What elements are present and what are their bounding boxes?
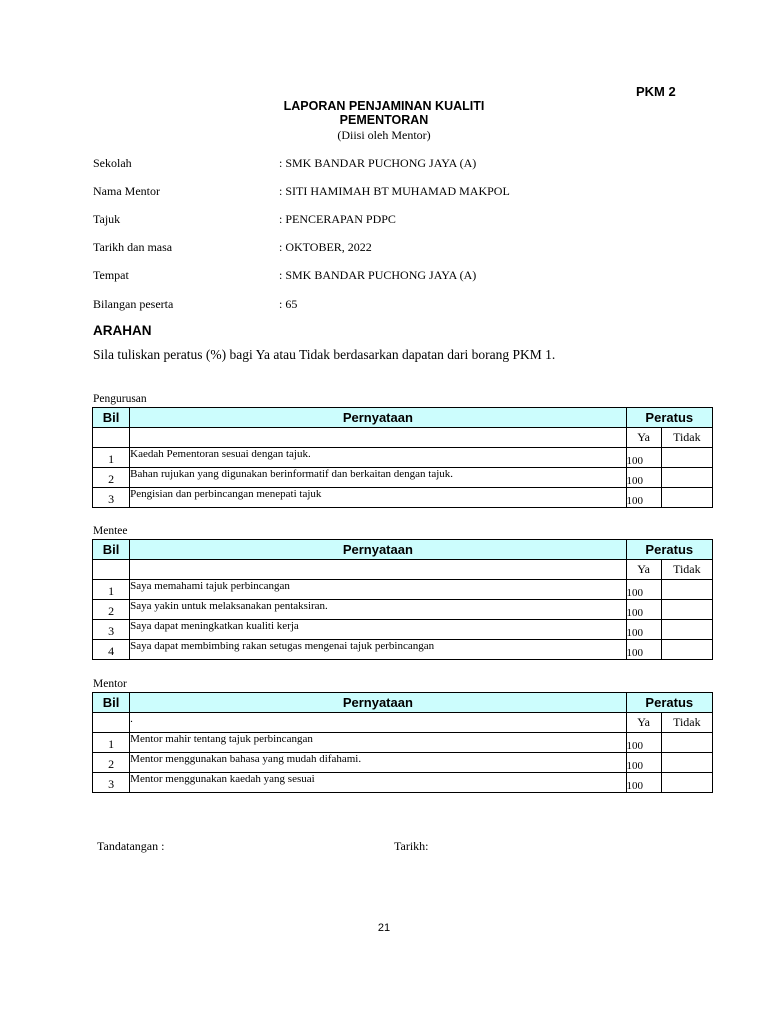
row-number: 1 — [93, 733, 130, 753]
report-subtitle: (Diisi oleh Mentor) — [337, 128, 431, 142]
table-row — [93, 468, 713, 488]
header-bil: Bil — [93, 693, 130, 713]
header-peratus: Peratus — [626, 693, 712, 713]
table-row — [93, 600, 713, 620]
row-number: 3 — [93, 488, 130, 508]
subheader-ya: Ya — [626, 713, 661, 733]
table-row — [93, 448, 713, 468]
header-pernyataan: Pernyataan — [130, 540, 626, 560]
table-row — [93, 753, 713, 773]
row-number: 3 — [93, 620, 130, 640]
header-bil: Bil — [93, 408, 130, 428]
subheader-tidak: Tidak — [661, 560, 712, 580]
row-tidak-value — [661, 488, 712, 508]
header-peratus: Peratus — [626, 408, 712, 428]
row-tidak-value — [661, 733, 712, 753]
table-row — [93, 580, 713, 600]
header-pernyataan: Pernyataan — [130, 693, 626, 713]
row-tidak-value — [661, 753, 712, 773]
row-number: 1 — [93, 580, 130, 600]
row-ya-value: 100 — [626, 620, 661, 640]
row-statement: Mentor menggunakan kaedah yang sesuai — [130, 773, 626, 793]
subheader-blank — [93, 560, 130, 580]
info-label-tarikh: Tarikh dan masa — [93, 240, 173, 254]
info-label-tempat: Tempat — [93, 268, 129, 282]
row-ya-value: 100 — [626, 733, 661, 753]
row-ya-value: 100 — [626, 468, 661, 488]
row-statement: Mentor mahir tentang tajuk perbincangan — [130, 733, 626, 753]
row-ya-value: 100 — [626, 600, 661, 620]
row-tidak-value — [661, 773, 712, 793]
report-title: LAPORAN PENJAMINAN KUALITI — [283, 99, 485, 113]
subheader-ya: Ya — [626, 428, 661, 448]
report-title-line2: PEMENTORAN — [339, 113, 429, 127]
page-number: 21 — [377, 922, 391, 934]
row-number: 2 — [93, 753, 130, 773]
row-number: 2 — [93, 600, 130, 620]
row-ya-value: 100 — [626, 773, 661, 793]
info-value-sekolah: : SMK BANDAR PUCHONG JAYA (A) — [279, 156, 477, 170]
row-statement: Saya yakin untuk melaksanakan pentaksiran. — [130, 600, 626, 620]
row-tidak-value — [661, 600, 712, 620]
row-statement: Saya dapat membimbing rakan setugas mengenai tajuk perbincangan — [130, 640, 626, 660]
row-tidak-value — [661, 448, 712, 468]
subheader-dot: . — [130, 713, 626, 733]
table-row — [93, 773, 713, 793]
row-ya-value: 100 — [626, 640, 661, 660]
row-statement: Kaedah Pementoran sesuai dengan tajuk. — [130, 448, 626, 468]
row-number: 1 — [93, 448, 130, 468]
info-value-tempat: : SMK BANDAR PUCHONG JAYA (A) — [279, 268, 477, 282]
subheader-tidak: Tidak — [661, 713, 712, 733]
table-row — [93, 733, 713, 753]
row-tidak-value — [661, 620, 712, 640]
info-label-mentor: Nama Mentor — [93, 184, 160, 198]
info-value-tarikh: : OKTOBER, 2022 — [279, 240, 372, 254]
section-heading: ARAHAN — [93, 323, 152, 338]
info-value-peserta: : 65 — [279, 297, 298, 311]
subheader-blank — [130, 428, 626, 448]
row-ya-value: 100 — [626, 448, 661, 468]
info-value-mentor: : SITI HAMIMAH BT MUHAMAD MAKPOL — [279, 184, 510, 198]
table-caption-mentor: Mentor — [93, 678, 127, 690]
table-row — [93, 488, 713, 508]
row-statement: Saya dapat meningkatkan kualiti kerja — [130, 620, 626, 640]
table-row — [93, 640, 713, 660]
date-label: Tarikh: — [394, 839, 429, 853]
table-row — [93, 620, 713, 640]
row-number: 2 — [93, 468, 130, 488]
row-number: 3 — [93, 773, 130, 793]
header-peratus: Peratus — [626, 540, 712, 560]
instruction-text: Sila tuliskan peratus (%) bagi Ya atau Tidak berdasarkan dapatan dari borang PKM 1. — [93, 347, 556, 362]
signature-label: Tandatangan : — [97, 839, 165, 853]
info-label-sekolah: Sekolah — [93, 156, 132, 170]
row-statement: Saya memahami tajuk perbincangan — [130, 580, 626, 600]
row-statement: Bahan rujukan yang digunakan berinformatif dan berkaitan dengan tajuk. — [130, 468, 626, 488]
info-label-peserta: Bilangan peserta — [93, 297, 174, 311]
table-pengurusan — [92, 407, 713, 508]
row-ya-value: 100 — [626, 753, 661, 773]
row-tidak-value — [661, 468, 712, 488]
subheader-blank — [93, 428, 130, 448]
row-statement: Pengisian dan perbincangan menepati tajuk — [130, 488, 626, 508]
table-mentee — [92, 539, 713, 660]
row-ya-value: 100 — [626, 580, 661, 600]
row-ya-value: 100 — [626, 488, 661, 508]
row-tidak-value — [661, 640, 712, 660]
form-code: PKM 2 — [636, 84, 676, 99]
table-mentor — [92, 692, 713, 793]
table-caption-mentee: Mentee — [93, 525, 128, 537]
header-bil: Bil — [93, 540, 130, 560]
table-caption-pengurusan: Pengurusan — [93, 393, 147, 405]
subheader-blank — [93, 713, 130, 733]
info-label-tajuk: Tajuk — [93, 212, 121, 226]
header-pernyataan: Pernyataan — [130, 408, 626, 428]
info-value-tajuk: : PENCERAPAN PDPC — [279, 212, 396, 226]
subheader-ya: Ya — [626, 560, 661, 580]
subheader-tidak: Tidak — [661, 428, 712, 448]
subheader-blank — [130, 560, 626, 580]
row-tidak-value — [661, 580, 712, 600]
row-number: 4 — [93, 640, 130, 660]
row-statement: Mentor menggunakan bahasa yang mudah difahami. — [130, 753, 626, 773]
